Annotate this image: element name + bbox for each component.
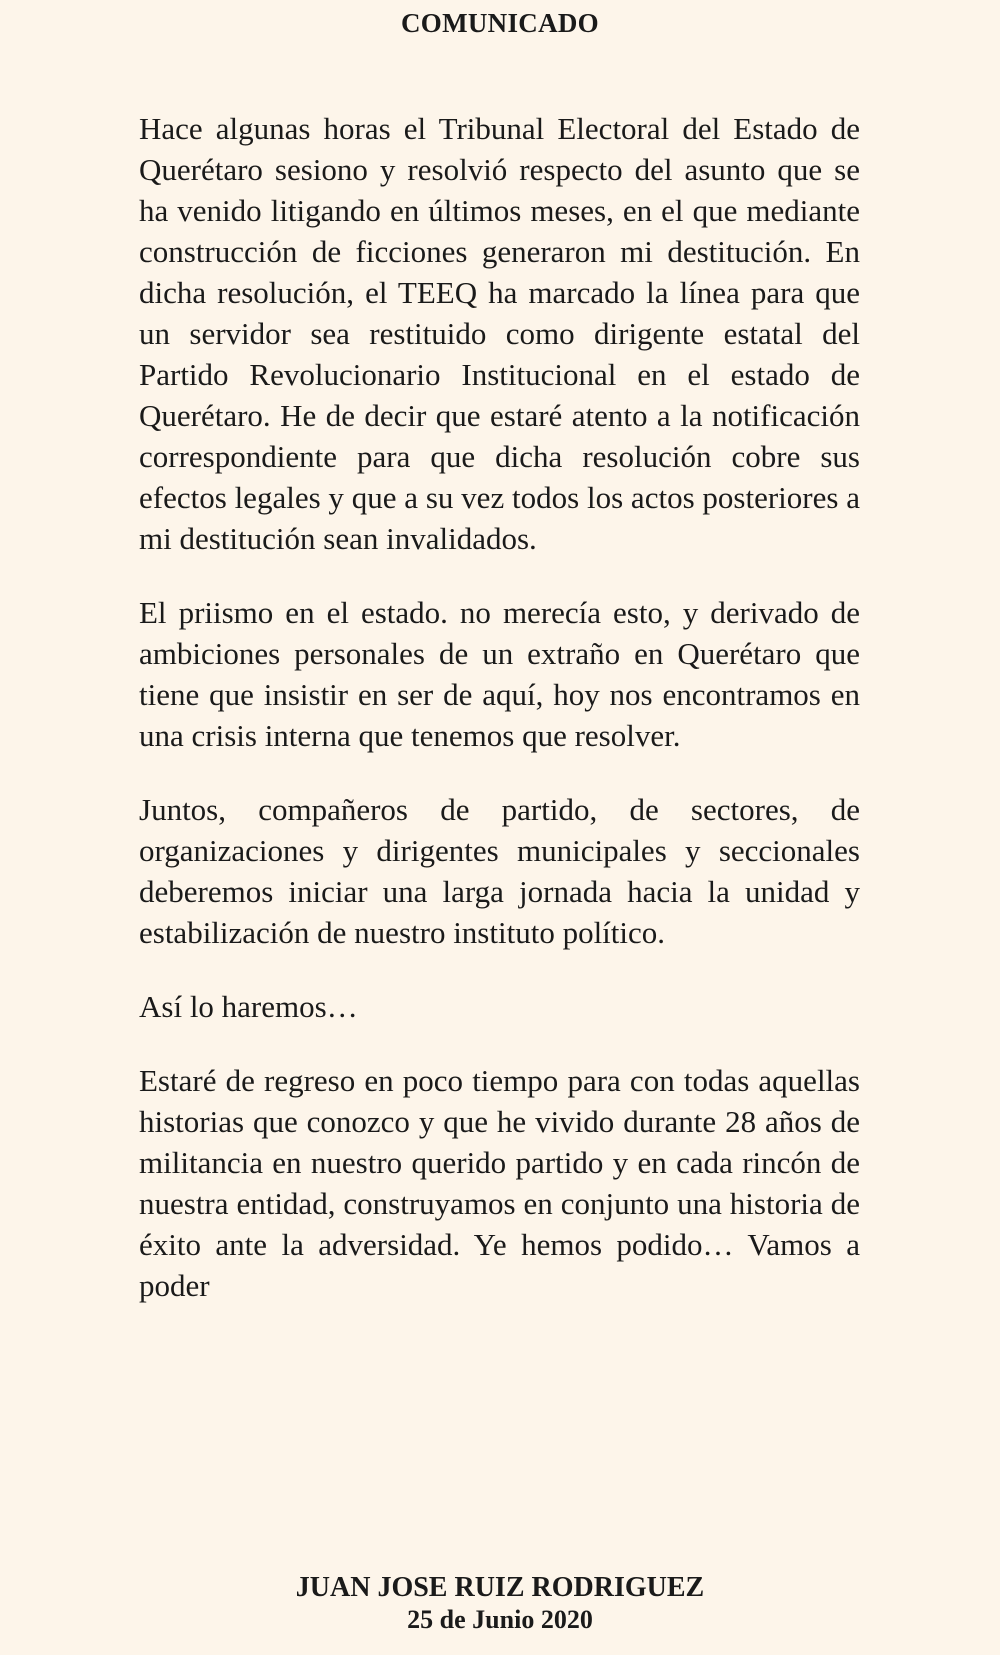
- document-title: COMUNICADO: [401, 8, 599, 38]
- paragraph-unity: Juntos, compañeros de partido, de sectores, de organizaciones y dirigentes municipales y seccionales deberemos iniciar una larga jornada hacia la unidad y estabilización de nuestro instituto político.: [139, 792, 860, 950]
- signature-name: JUAN JOSE RUIZ RODRIGUEZ: [295, 1572, 705, 1603]
- document-body: [139, 108, 860, 1339]
- signature-block: [0, 1572, 1000, 1636]
- paragraph-short: Así lo haremos…: [139, 989, 358, 1024]
- paragraph-resolution: Hace algunas horas el Tribunal Electoral del Estado de Querétaro sesiono y resolvió respecto del asunto que se ha venido litigando en últimos meses, en el que mediante construcción de ficciones generaron mi destitución. En dicha resolución, el TEEQ ha marcado la línea para que un servidor sea restituido como dirigente estatal del Partido Revolucionario Institucional en el estado de Querétaro. He de decir que estaré atento a la notificación correspondiente para que dicha resolución cobre sus efectos legales y que a su vez todos los actos posteriores a mi destitución sean invalidados.: [139, 111, 860, 556]
- paragraph-return: Estaré de regreso en poco tiempo para con todas aquellas historias que conozco y que he vivido durante 28 años de militancia en nuestro querido partido y en cada rincón de nuestra entidad, construyamos en conjunto una historia de éxito ante la adversidad. Ye hemos podido… Vamos a poder: [139, 1063, 860, 1303]
- paragraph-crisis: El priismo en el estado. no merecía esto, y derivado de ambiciones personales de un extraño en Querétaro que tiene que insistir en ser de aquí, hoy nos encontramos en una crisis interna que tenemos que resolver.: [139, 595, 860, 753]
- signature-date: 25 de Junio 2020: [407, 1605, 593, 1634]
